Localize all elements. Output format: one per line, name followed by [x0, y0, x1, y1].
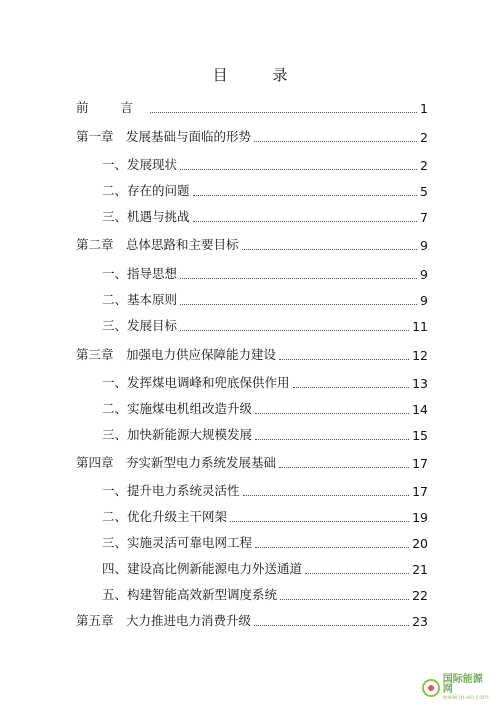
- entry-label: 一、发挥煤电调峰和兜底保供作用: [102, 375, 290, 390]
- toc-section-entry[interactable]: [0, 262, 500, 282]
- toc-section-entry[interactable]: [0, 371, 500, 391]
- dot-leader: [280, 598, 409, 600]
- dot-leader: [243, 494, 410, 496]
- page-number: 9: [420, 238, 428, 253]
- entry-label: 三、实施灵活可靠电网工程: [102, 535, 253, 550]
- dot-leader: [180, 303, 417, 305]
- entry-label: 一、提升电力系统灵活性: [102, 483, 240, 498]
- watermark: [422, 674, 492, 701]
- toc-section-entry[interactable]: [0, 179, 500, 199]
- dot-leader: [180, 277, 417, 279]
- page-number: 15: [412, 428, 428, 443]
- page-number: 1: [420, 101, 428, 116]
- page-number: 20: [412, 536, 428, 551]
- dot-leader: [193, 194, 418, 196]
- dot-leader: [180, 168, 417, 170]
- entry-label: 加强电力供应保障能力建设: [126, 347, 277, 362]
- chapter-number: 第一章: [76, 129, 114, 144]
- watermark-logo-icon: [422, 679, 440, 697]
- chapter-number: 第五章: [76, 613, 114, 628]
- entry-label: 二、优化升级主干网架: [102, 509, 228, 524]
- page-number: 19: [412, 510, 428, 525]
- toc-chapter-entry[interactable]: [0, 451, 500, 471]
- dot-leader: [255, 412, 409, 414]
- entry-label: 三、机遇与挑战: [102, 209, 190, 224]
- entry-label: 一、指导思想: [102, 266, 178, 281]
- page-number: 7: [420, 210, 428, 225]
- toc-section-entry[interactable]: [0, 479, 500, 499]
- entry-label: 五、构建智能高效新型调度系统: [102, 587, 278, 602]
- entry-label: 二、基本原则: [102, 292, 178, 307]
- toc-section-entry[interactable]: [0, 583, 500, 603]
- toc-preface-entry[interactable]: [0, 96, 500, 116]
- dot-leader: [193, 220, 418, 222]
- page-number: 11: [412, 319, 428, 334]
- dot-leader: [180, 329, 409, 331]
- dot-leader: [279, 466, 409, 468]
- entry-label: 发展基础与面临的形势: [126, 129, 252, 144]
- page-number: 12: [412, 348, 428, 363]
- dot-leader: [293, 386, 410, 388]
- page-number: 2: [420, 130, 428, 145]
- page-number: 22: [412, 588, 428, 603]
- entry-label: 二、存在的问题: [102, 183, 190, 198]
- toc-chapter-entry[interactable]: [0, 609, 500, 629]
- chapter-number: 第四章: [76, 455, 114, 470]
- entry-label: 三、发展目标: [102, 318, 178, 333]
- toc-section-entry[interactable]: [0, 153, 500, 173]
- dot-leader: [255, 438, 409, 440]
- page-number: 9: [420, 267, 428, 282]
- entry-label: 夯实新型电力系统发展基础: [126, 455, 277, 470]
- dot-leader: [305, 572, 409, 574]
- page-number: 2: [420, 158, 428, 173]
- page-number: 9: [420, 293, 428, 308]
- page-number: 23: [412, 614, 428, 629]
- page-number: 17: [412, 456, 428, 471]
- entry-label: 总体思路和主要目标: [126, 237, 239, 252]
- dot-leader: [150, 111, 417, 113]
- toc-title: 目 录: [212, 66, 308, 84]
- toc-section-entry[interactable]: [0, 397, 500, 417]
- page-number: 14: [412, 402, 428, 417]
- page-number: 5: [420, 184, 428, 199]
- entry-label: 四、建设高比例新能源电力外送通道: [102, 561, 303, 576]
- entry-label: 前 言: [76, 100, 147, 115]
- watermark-text: 国际能源网: [442, 674, 483, 695]
- entry-label: 三、加快新能源大规模发展: [102, 427, 253, 442]
- toc-chapter-entry[interactable]: [0, 343, 500, 363]
- dot-leader: [254, 140, 417, 142]
- toc-section-entry[interactable]: [0, 505, 500, 525]
- chapter-number: 第二章: [76, 237, 114, 252]
- watermark-url: www.in-en.com: [442, 694, 489, 701]
- page-number: 21: [412, 562, 428, 577]
- toc-section-entry[interactable]: [0, 288, 500, 308]
- dot-leader: [279, 358, 409, 360]
- dot-leader: [230, 520, 409, 522]
- toc-section-entry[interactable]: [0, 205, 500, 225]
- dot-leader: [254, 624, 409, 626]
- toc-section-entry[interactable]: [0, 557, 500, 577]
- toc-section-entry[interactable]: [0, 314, 500, 334]
- toc-chapter-entry[interactable]: [0, 125, 500, 145]
- dot-leader: [255, 546, 409, 548]
- entry-label: 一、发展现状: [102, 157, 178, 172]
- page-number: 17: [412, 484, 428, 499]
- toc-section-entry[interactable]: [0, 531, 500, 551]
- entry-label: 大力推进电力消费升级: [126, 613, 252, 628]
- toc-section-entry[interactable]: [0, 423, 500, 443]
- chapter-number: 第三章: [76, 347, 114, 362]
- dot-leader: [242, 248, 418, 250]
- entry-label: 二、实施煤电机组改造升级: [102, 401, 253, 416]
- page-number: 13: [412, 376, 428, 391]
- toc-chapter-entry[interactable]: [0, 233, 500, 253]
